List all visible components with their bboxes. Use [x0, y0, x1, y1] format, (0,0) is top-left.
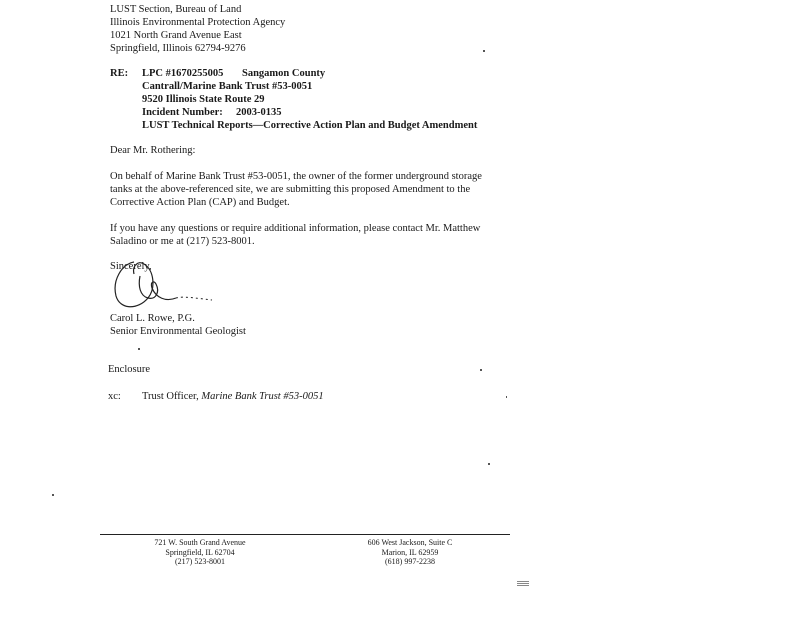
scan-speck — [138, 348, 140, 350]
re-reports: LUST Technical Reports—Corrective Action Plan and Budget Amendment — [142, 120, 478, 131]
cc-label: xc: — [108, 391, 121, 402]
re-route: 9520 Illinois State Route 29 — [142, 94, 265, 105]
cc-recipient — [142, 390, 324, 403]
office2-city: Marion, IL 62959 — [381, 547, 439, 557]
salutation: Dear Mr. Rothering: — [110, 145, 196, 156]
cc-recipient-trust: Marine Bank Trust #53-0051 — [201, 391, 324, 402]
signer-title: Senior Environmental Geologist — [110, 326, 246, 337]
scan-speck — [480, 369, 482, 371]
re-label: RE: — [110, 68, 129, 79]
scan-mark — [517, 580, 529, 588]
re-lpc-number: LPC #1670255005 — [142, 68, 224, 79]
enclosure-label: Enclosure — [108, 364, 150, 375]
re-county: Sangamon County — [242, 68, 326, 79]
address-line-2: Illinois Environmental Protection Agency — [110, 17, 286, 28]
body-para1-line3: Corrective Action Plan (CAP) and Budget. — [110, 197, 290, 208]
signature-image — [104, 256, 224, 316]
address-line-1: LUST Section, Bureau of Land — [110, 4, 242, 15]
re-incident-label: Incident Number: — [142, 107, 223, 118]
re-site-name: Cantrall/Marine Bank Trust #53-0051 — [142, 81, 313, 92]
re-incident-number: 2003-0135 — [236, 107, 282, 118]
address-line-3: 1021 North Grand Avenue East — [110, 30, 242, 41]
scan-speck — [488, 463, 490, 465]
footer-office-1 — [140, 538, 260, 567]
footer-divider — [100, 534, 510, 535]
scan-speck — [483, 50, 485, 52]
footer-office-2 — [350, 538, 470, 567]
scan-speck — [52, 494, 54, 496]
body-para2-line1: If you have any questions or require additional information, please contact Mr. Matthew — [110, 223, 481, 234]
office2-street: 606 West Jackson, Suite C — [367, 538, 453, 547]
address-line-4: Springfield, Illinois 62794-9276 — [110, 43, 246, 54]
cc-recipient-title: Trust Officer, — [142, 391, 199, 402]
scan-speck — [506, 396, 507, 398]
signer-name: Carol L. Rowe, P.G. — [110, 313, 195, 324]
office1-city: Springfield, IL 62704 — [165, 547, 235, 557]
closing-sincerely: Sincerely, — [110, 261, 152, 272]
body-para1-line1: On behalf of Marine Bank Trust #53-0051, the owner of the former underground storage — [110, 171, 482, 182]
body-para1-line2: tanks at the above-referenced site, we are submitting this proposed Amendment to the — [110, 184, 471, 195]
office1-street: 721 W. South Grand Avenue — [154, 538, 246, 547]
office2-phone: (618) 997-2238 — [385, 557, 435, 566]
body-para2-line2: Saladino or me at (217) 523-8001. — [110, 236, 255, 247]
office1-phone: (217) 523-8001 — [175, 557, 225, 566]
